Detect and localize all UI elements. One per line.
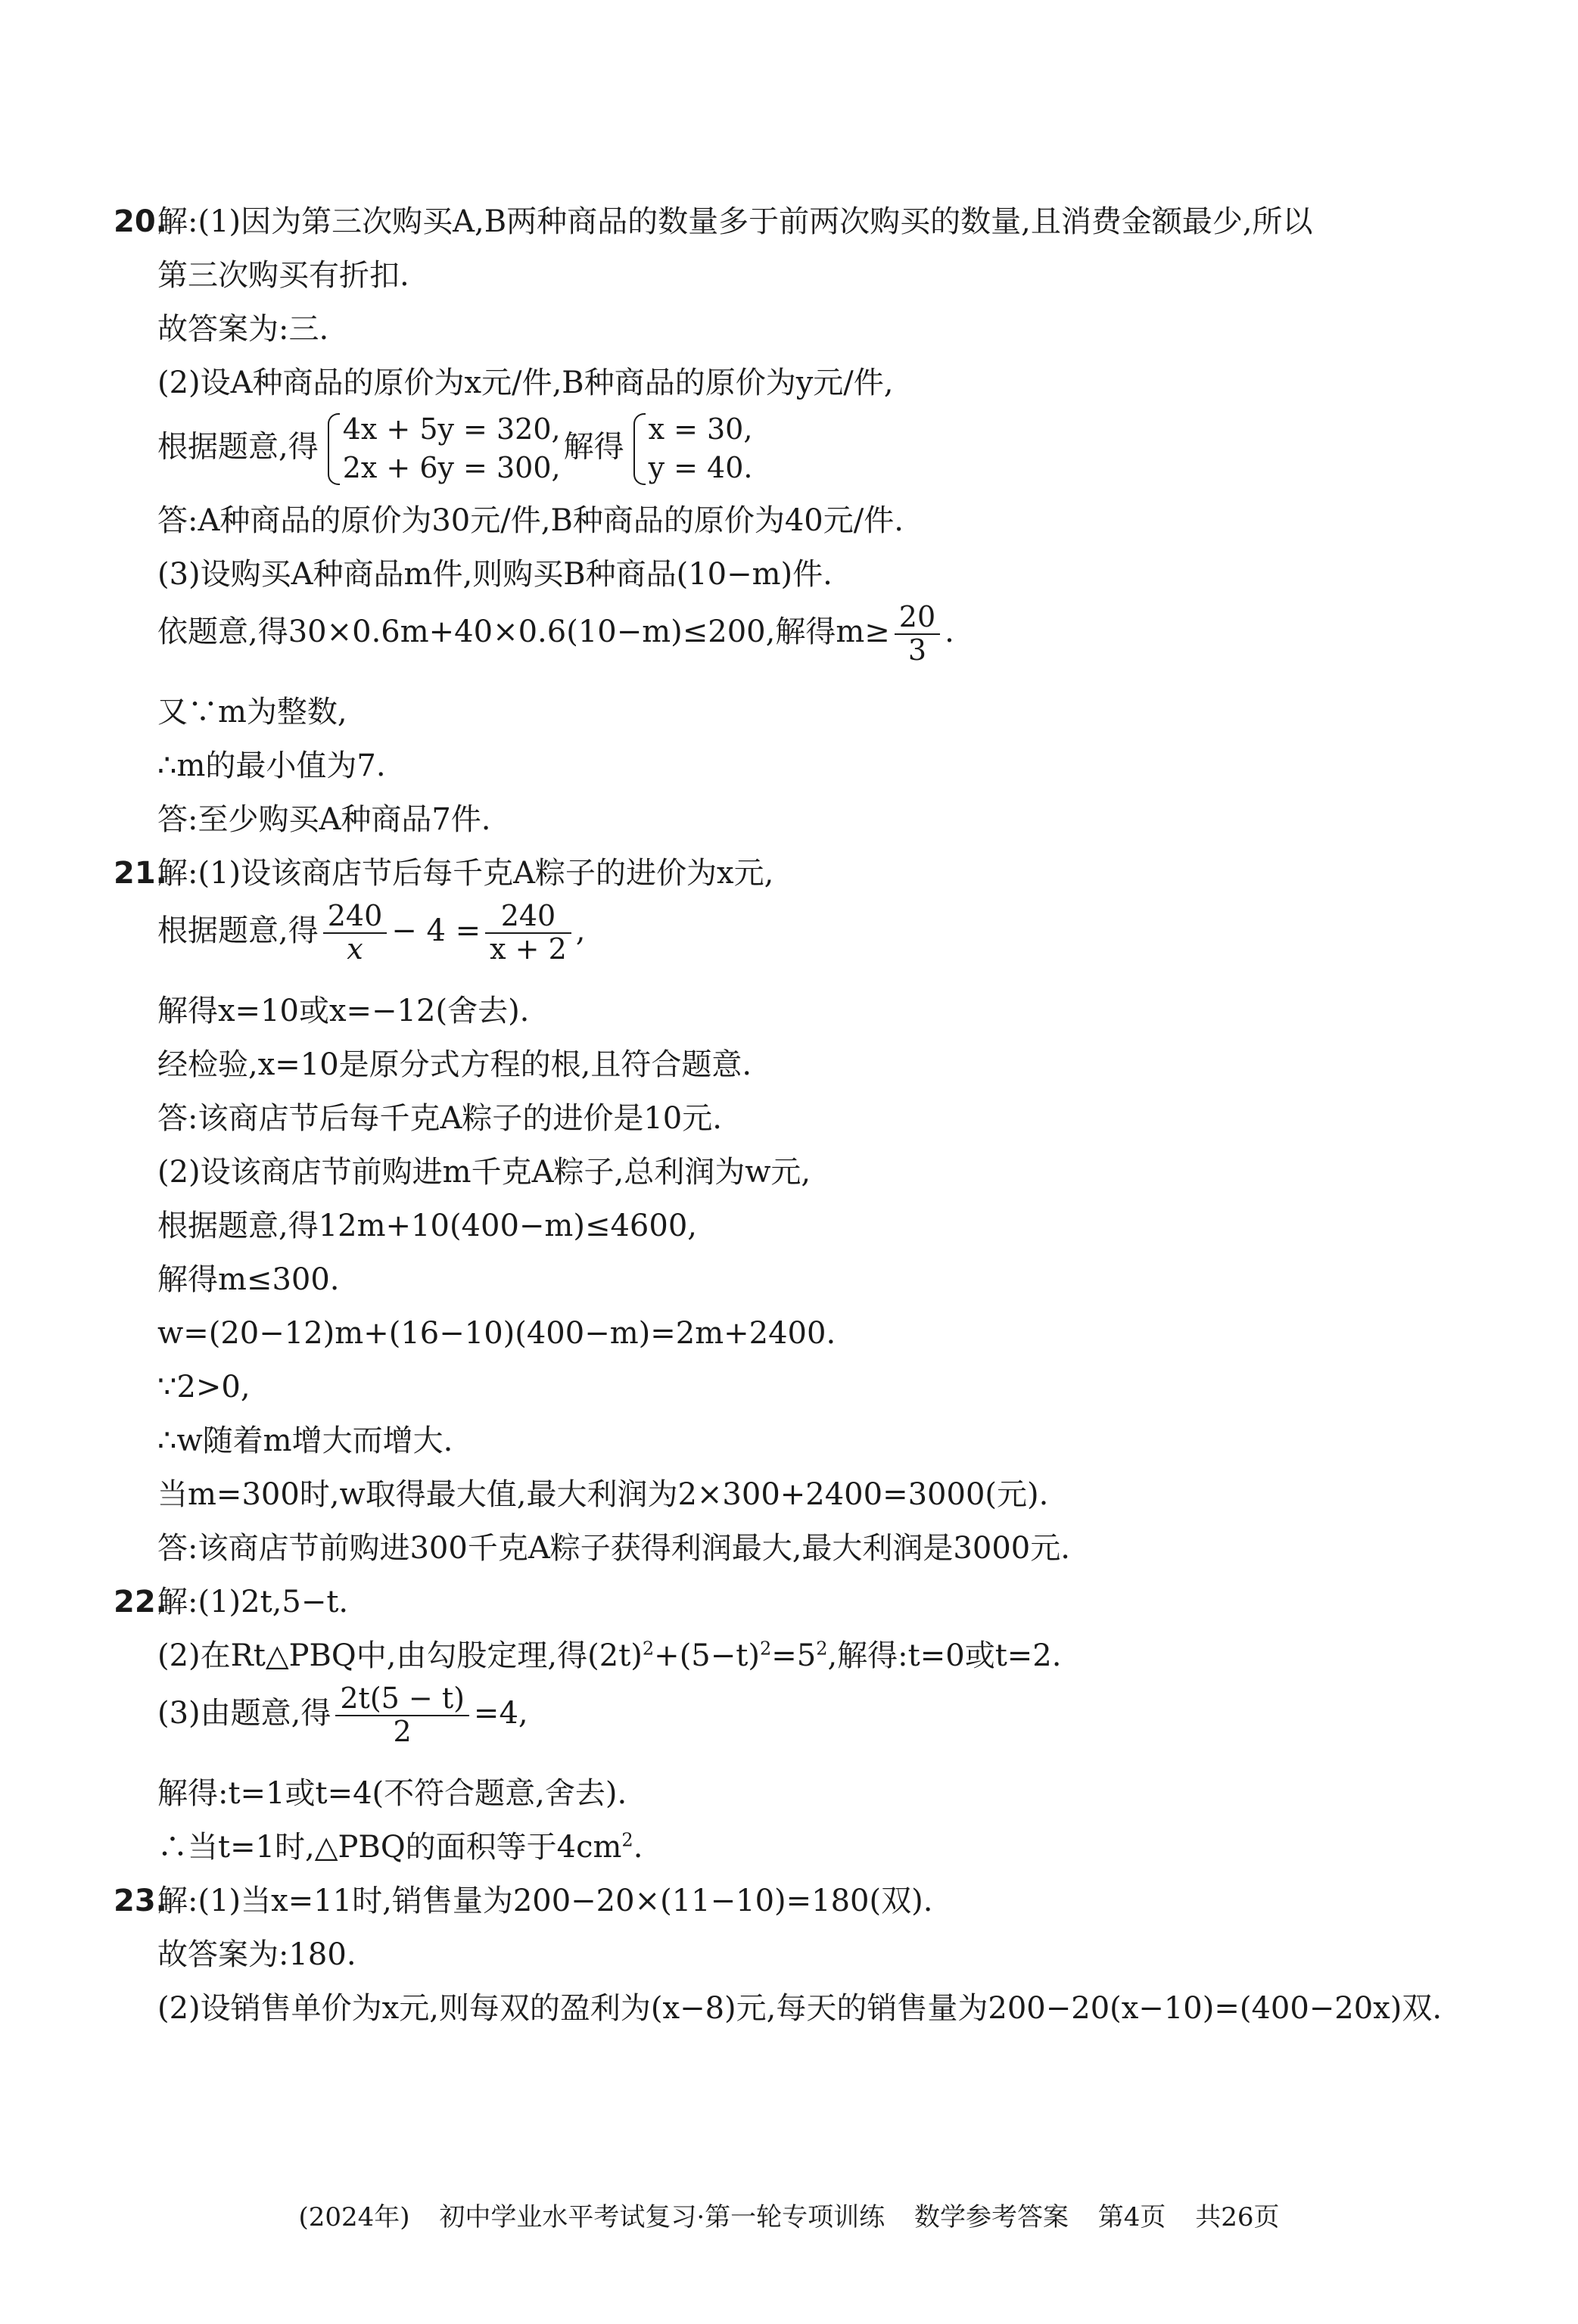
fraction: $\frac{2t(5 - t)}{2}$ [335,1683,469,1748]
q21-line-5: 答:该商店节后每千克A粽子的进价是10元. [157,1101,722,1136]
question-number: 22. [114,1585,167,1619]
q21-line-12: 当m=300时,w取得最大值,最大利润为2×300+2400=3000(元). [157,1477,1049,1512]
q21-line-6: (2)设该商店节前购进m千克A粽子,总利润为w元, [157,1155,811,1190]
footer-title: 初中学业水平考试复习·第一轮专项训练 [439,2202,885,2232]
q21-line-7: 根据题意,得12m+10(400−m)≤4600, [157,1209,697,1243]
fraction: $\frac{20}{3}$ [895,602,940,667]
q21-line-10: ∵2>0, [157,1370,251,1405]
q22-area-equation: (3)由题意,得 $\frac{2t(5 - t)}{2}$ =4, [157,1682,528,1748]
q20-line-6: 答:A种商品的原价为30元/件,B种商品的原价为40元/件. [157,503,904,538]
q21-line-13: 答:该商店节前购进300千克A粽子获得利润最大,最大利润是3000元. [157,1531,1070,1566]
q21-text: 解:(1)设该商店节后每千克A粽子的进价为x元, [157,856,774,891]
footer-year: (2024年) [298,2202,410,2232]
q20-line-2: 第三次购买有折扣. [157,258,409,293]
q20-line-1 [0,195,1578,249]
q20-line-4: (2)设A种商品的原价为x元/件,B种商品的原价为y元/件, [157,366,894,400]
question-number: 23. [114,1884,167,1918]
q21-line-1 [0,847,1578,901]
question-number: 20. [114,204,167,239]
q21-line-9: w=(20−12)m+(16−10)(400−m)=2m+2400. [157,1316,836,1351]
q21-line-11: ∴w随着m增大而增大. [157,1423,453,1458]
solution-system: x = 30, y = 40. [627,410,753,488]
q20-line-9: 又∵m为整数, [157,695,347,730]
q21-line-4: 经检验,x=10是原分式方程的根,且符合题意. [157,1047,752,1082]
q21-line-8: 解得m≤300. [157,1262,340,1297]
q22-line-4: 解得:t=1或t=4(不符合题意,舍去). [157,1776,627,1811]
footer-total: 共26页 [1195,2202,1280,2232]
q20-line-3: 故答案为:三. [157,312,329,347]
q20-line-11: 答:至少购买A种商品7件. [157,802,491,837]
q23-line-3: (2)设销售单价为x元,则每双的盈利为(x−8)元,每天的销售量为200−20(x−10)=(400−20x)双. [157,1991,1443,2026]
fraction: $\frac{240}{x}$ [323,901,387,966]
footer-page: 第4页 [1097,2202,1166,2232]
footer-subject: 数学参考答案 [913,2202,1069,2232]
q20-text: 解:(1)因为第三次购买A,B两种商品的数量多于前两次购买的数量,且消费金额最少,所以 [157,204,1313,239]
q22-line-1 [0,1576,1578,1629]
q23-line-1 [0,1874,1578,1928]
q23-text: 解:(1)当x=11时,销售量为200−20×(11−10)=180(双). [157,1884,933,1918]
equation-system: 4x + 5y = 320, 2x + 6y = 300, [322,410,561,488]
q20-line-7: (3)设购买A种商品m件,则购买B种商品(10−m)件. [157,557,833,592]
q20-inequality: 依题意,得30×0.6m+40×0.6(10−m)≤200,解得m≥ $\frac{20}{3}$ . [157,600,954,667]
answer-content [0,195,1578,2036]
q22-text: 解:(1)2t,5−t. [157,1585,349,1619]
q22-line-2: (2)在Rt△PBQ中,由勾股定理,得$(2t)^2+(5-t)^2=5^2$,解得:t=0或t=2. [157,1638,1062,1673]
q23-line-2: 故答案为:180. [157,1937,356,1972]
q21-line-3: 解得x=10或x=−12(舍去). [157,994,530,1028]
q21-equation: 根据题意,得 $\frac{240}{x}$ − 4 = $\frac{240}{x + 2}$ , [157,899,586,966]
page-footer [0,2198,1578,2236]
q20-equation-system: 根据题意,得 4x + 5y = 320, 2x + 6y = 300, 解得 x = 30, y = 40. [0,410,1578,494]
q22-line-5: ∴当t=1时,△PBQ的面积等于$4cm^2$. [157,1829,643,1865]
question-number: 21. [114,856,167,891]
q20-line-10: ∴m的最小值为7. [157,748,386,783]
fraction: $\frac{240}{x + 2}$ [485,901,571,966]
